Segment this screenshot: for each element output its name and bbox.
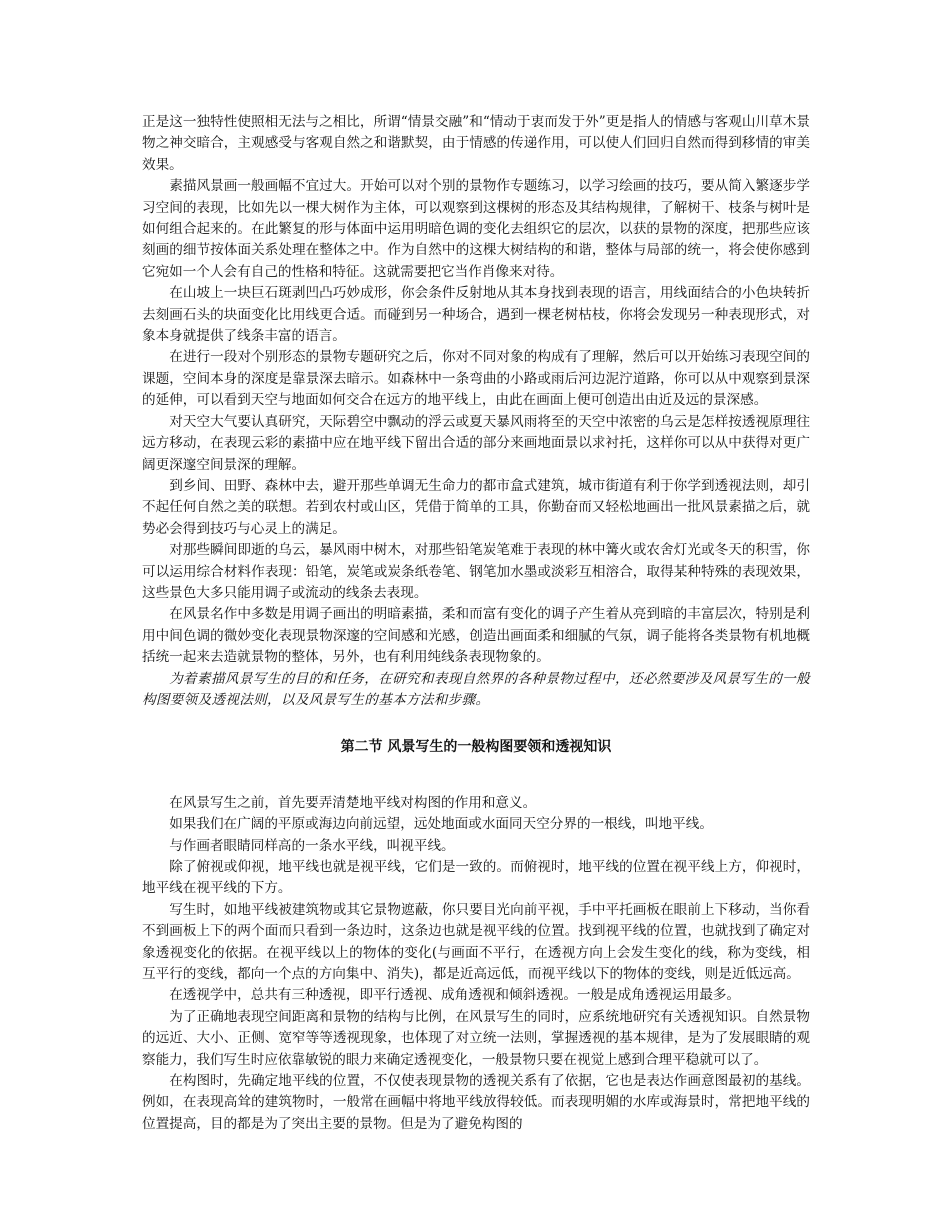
paragraph: 除了俯视或仰视，地平线也就是视平线，它们是一致的。而俯视时，地平线的位置在视平线上方，仰视时，地平线在视平线的下方。 — [142, 859, 810, 897]
paragraph: 素描风景画一般画幅不宜过大。开始可以对个别的景物作专题练习，以学习绘画的技巧，要从简入繁逐步学习空间的表现，比如先以一棵大树作为主体，可以观察到这棵树的形态及其结构规律，了解树干、枝条与树叶是如何组合起来的。在此繁复的形与体面中运用明暗色调的变化去组织它的层次，以获的景物的深度，把那些应该刻画的细节按体面关系处理在整体之中。作为自然中的这棵大树结构的和谐，整体与局部的统一，将会使你感到它宛如一个人会有自己的性格和特征。这就需要把它当作肖像来对待。 — [142, 178, 810, 280]
paragraph: 在透视学中，总共有三种透视，即平行透视、成角透视和倾斜透视。一般是成角透视运用最多。 — [169, 987, 741, 1004]
section-heading: 第二节 风景写生的一般构图要领和透视知识 — [340, 739, 612, 756]
paragraph: 对那些瞬间即逝的乌云，暴风雨中树木，对那些铅笔炭笔难于表现的林中篝火或农舍灯光或冬天的积雪，你可以运用综合材料作表现：铅笔，炭笔或炭条纸卷笔、钢笔加水墨或淡彩互相溶合，取得某种特殊的表现效果，这些景色大多只能用调子或流动的线条去表现。 — [142, 542, 810, 601]
section-before — [142, 112, 810, 711]
document-page — [142, 112, 810, 1135]
paragraph: 正是这一独特性使照相无法与之相比，所谓“情景交融”和“情动于衷而发于外”更是指人的情感与客观山川草木景物之神交暗合，主观感受与客观自然之和谐默契，由于情感的传递作用，可以使人们回归自然而得到移情的审美效果。 — [142, 114, 810, 173]
paragraph: 在风景写生之前，首先要弄清楚地平线对构图的作用和意义。 — [169, 794, 537, 811]
paragraph: 到乡间、田野、森林中去，避开那些单调无生命力的都市盒式建筑，城市街道有利于你学到透视法则，却引不起任何自然之美的联想。若到农村或山区，凭借于简单的工具，你勤奋而又轻松地画出一批风景素描之后，就势必会得到技巧与心灵上的满足。 — [142, 477, 810, 537]
paragraph: 对天空大气要认真研究，天际碧空中飘动的浮云或夏天暴风雨将至的天空中浓密的乌云是怎样按透视原理往远方移动，在表现云彩的素描中应在地平线下留出合适的部分来画地面景以求衬托，这样你可以从中获得对更广阔更深邃空间景深的理解。 — [142, 413, 810, 473]
paragraph: 在风景名作中多数是用调子画出的明暗素描，柔和而富有变化的调子产生着从亮到暗的丰富层次，特别是利用中间色调的微妙变化表现景物深邃的空间感和光感，创造出画面柔和细腻的气氛，调子能将各类景物有机地概括统一起来去造就景物的整体，另外，也有利用纯线条表现物象的。 — [142, 606, 810, 666]
paragraph: 为了正确地表现空间距离和景物的结构与比例，在风景写生的同时，应系统地研究有关透视知识。自然景物的远近、大小、正侧、宽窄等等透视现象，也体现了对立统一法则，掌握透视的基本规律，是为了发展眼睛的观察能力，我们写生时应依靠敏锐的眼力来确定透视变化，一般景物只要在视觉上感到合理平稳就可以了。 — [142, 1008, 810, 1068]
section-after — [142, 793, 810, 1136]
paragraph: 写生时，如地平线被建筑物或其它景物遮蔽，你只要目光向前平视，手中平托画板在眼前上下移动，当你看不到画板上下的两个面而只看到一条边时，这条边也就是视平线的位置。找到视平线的位置，也就找到了确定对象透视变化的依据。在视平线以上的物体的变化(与画面不平行，在透视方向上会发生变化的线，称为变线，相互平行的变线，都向一个点的方向集中、消失)，都是近高远低，而视平线以下的物体的变线，则是近低远高。 — [142, 901, 810, 983]
paragraph-italic: 为着素描风景写生的目的和任务，在研究和表现自然界的各种景物过程中，还必然要涉及风景写生的一般构图要领及透视法则，以及风景写生的基本方法和步骤。 — [142, 670, 810, 708]
paragraph: 如果我们在广阔的平原或海边向前远望，远处地面或水面同天空分界的一根线，叫地平线。 — [169, 816, 713, 833]
paragraph: 在山坡上一块巨石斑剥凹凸巧妙成形，你会条件反射地从其本身找到表现的语言，用线面结合的小色块转折去刻画石头的块面变化比用线更合适。而碰到另一种场合，遇到一棵老树枯枝，你将会发现另一种表现形式，对象本身就提供了线条丰富的语言。 — [142, 285, 810, 345]
paragraph: 在进行一段对个别形态的景物专题研究之后，你对不同对象的构成有了理解，然后可以开始练习表现空间的课题，空间本身的深度是靠景深去暗示。如森林中一条弯曲的小路或雨后河边泥泞道路，你可以从中观察到景深的延伸，可以看到天空与地面如何交合在远方的地平线上，由此在画面上便可创造出由近及远的景深感。 — [142, 349, 810, 409]
paragraph: 与作画者眼睛同样高的一条水平线，叫视平线。 — [169, 837, 455, 854]
paragraph: 在构图时，先确定地平线的位置，不仅使表现景物的透视关系有了依据，它也是表达作画意图最初的基线。例如，在表现高耸的建筑物时，一般常在画幅中将地平线放得较低。而表现明媚的水库或海景时，常把地平线的位置提高，目的都是为了突出主要的景物。但是为了避免构图的 — [142, 1073, 810, 1132]
